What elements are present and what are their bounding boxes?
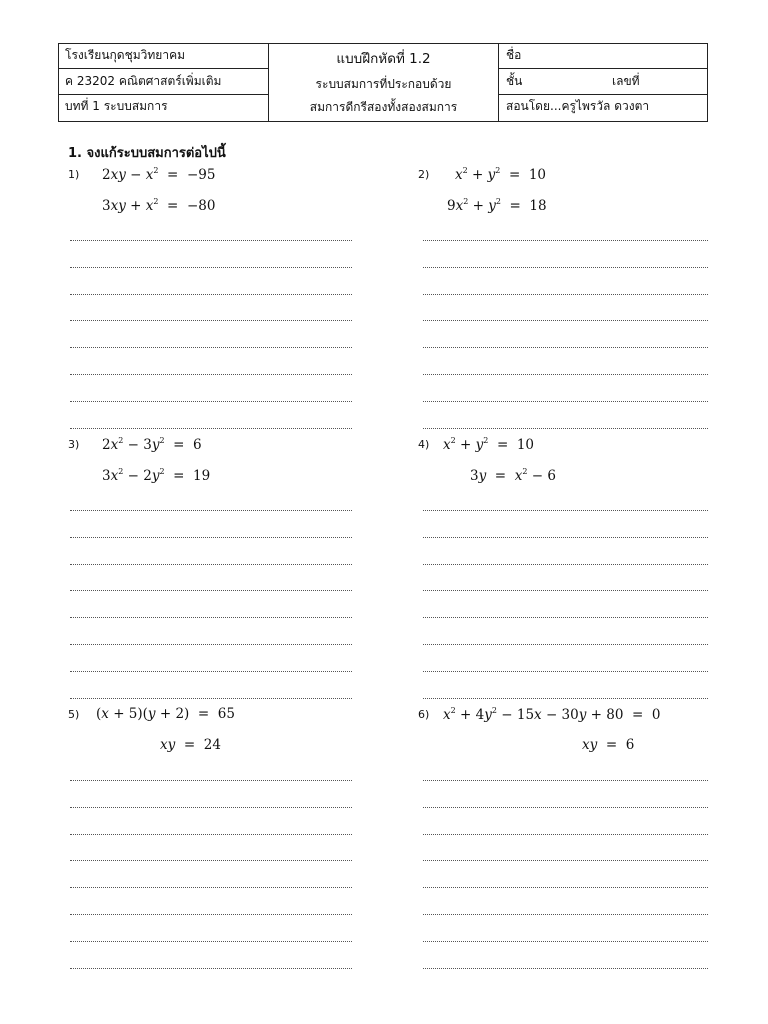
answer-line[interactable] <box>423 320 708 321</box>
problem-equation: (x + 5)(y + 2) = 65 <box>96 706 235 722</box>
answer-line[interactable] <box>70 834 352 835</box>
answer-line[interactable] <box>70 267 352 268</box>
answer-line[interactable] <box>423 537 708 538</box>
header-divider <box>59 68 268 69</box>
class-label: ชั้น <box>506 74 523 88</box>
answer-line[interactable] <box>423 617 708 618</box>
header-divider <box>498 94 707 95</box>
answer-line[interactable] <box>70 294 352 295</box>
problem-number: 5) <box>68 708 80 721</box>
answer-line[interactable] <box>70 780 352 781</box>
answer-line[interactable] <box>423 807 708 808</box>
problem-equation: $3x^2 - 2y^2 = 19$ <box>102 467 211 484</box>
answer-line[interactable] <box>423 860 708 861</box>
problem-number: 3) <box>68 438 80 451</box>
header-divider <box>498 68 707 69</box>
answer-line[interactable] <box>423 941 708 942</box>
answer-line[interactable] <box>423 294 708 295</box>
answer-line[interactable] <box>423 914 708 915</box>
answer-line[interactable] <box>70 644 352 645</box>
problem-equation: $2x^2 - 3y^2 = 6$ <box>102 436 202 453</box>
answer-line[interactable] <box>423 374 708 375</box>
answer-line[interactable] <box>70 320 352 321</box>
answer-line[interactable] <box>423 671 708 672</box>
answer-line[interactable] <box>70 590 352 591</box>
unit-title: บทที่ 1 ระบบสมการ <box>65 99 168 113</box>
answer-line[interactable] <box>423 428 708 429</box>
answer-line[interactable] <box>70 347 352 348</box>
answer-line[interactable] <box>70 698 352 699</box>
answer-line[interactable] <box>70 537 352 538</box>
problem-equation: $9x^2 + y^2 = 18$ <box>447 197 547 214</box>
answer-line[interactable] <box>70 564 352 565</box>
answer-line[interactable] <box>70 428 352 429</box>
answer-line[interactable] <box>423 347 708 348</box>
topic-line-2: สมการดีกรีสองทั้งสองสมการ <box>309 100 458 114</box>
answer-line[interactable] <box>70 968 352 969</box>
answer-line[interactable] <box>423 240 708 241</box>
answer-line[interactable] <box>423 267 708 268</box>
problem-equation: $2xy - x^2 = -95$ <box>102 166 216 183</box>
answer-line[interactable] <box>70 240 352 241</box>
answer-line[interactable] <box>423 510 708 511</box>
number-label: เลขที่ <box>612 74 640 88</box>
answer-line[interactable] <box>70 401 352 402</box>
worksheet-title: แบบฝึกหัดที่ 1.2 <box>336 51 431 67</box>
answer-line[interactable] <box>423 564 708 565</box>
answer-line[interactable] <box>70 617 352 618</box>
header-divider <box>59 94 268 95</box>
answer-line[interactable] <box>423 968 708 969</box>
answer-line[interactable] <box>423 590 708 591</box>
problem-equation: xy = 24 <box>160 737 221 753</box>
answer-line[interactable] <box>70 860 352 861</box>
problem-equation: $x^2 + 4y^2 - 15x - 30y + 80 = 0$ <box>443 706 661 723</box>
answer-line[interactable] <box>70 671 352 672</box>
answer-line[interactable] <box>70 807 352 808</box>
name-label: ชื่อ <box>506 48 522 62</box>
answer-line[interactable] <box>70 887 352 888</box>
problem-number: 1) <box>68 168 80 181</box>
answer-line[interactable] <box>423 698 708 699</box>
problem-number: 6) <box>418 708 430 721</box>
header-table <box>58 43 708 122</box>
problem-equation: $x^2 + y^2 = 10$ <box>455 166 547 183</box>
answer-line[interactable] <box>423 834 708 835</box>
topic-line-1: ระบบสมการที่ประกอบด้วย <box>315 77 452 91</box>
problem-equation: $3y = x^2 - 6$ <box>470 467 556 484</box>
course-code: ค 23202 คณิตศาสตร์เพิ่มเติม <box>65 74 222 88</box>
school-name: โรงเรียนกุดชุมวิทยาคม <box>65 48 185 62</box>
answer-line[interactable] <box>423 644 708 645</box>
answer-line[interactable] <box>423 887 708 888</box>
answer-line[interactable] <box>70 941 352 942</box>
teacher-label: สอนโดย...ครูไพรวัล ดวงตา <box>506 99 650 113</box>
problem-number: 2) <box>418 168 430 181</box>
answer-line[interactable] <box>70 510 352 511</box>
problem-equation: $x^2 + y^2 = 10$ <box>443 436 535 453</box>
problem-equation: $3xy + x^2 = -80$ <box>102 197 216 214</box>
problem-number: 4) <box>418 438 430 451</box>
header-divider <box>498 44 499 121</box>
answer-line[interactable] <box>423 401 708 402</box>
answer-line[interactable] <box>70 914 352 915</box>
answer-line[interactable] <box>70 374 352 375</box>
question-heading: 1. จงแก้ระบบสมการต่อไปนี้ <box>68 146 226 161</box>
answer-line[interactable] <box>423 780 708 781</box>
problem-equation: xy = 6 <box>582 737 635 753</box>
